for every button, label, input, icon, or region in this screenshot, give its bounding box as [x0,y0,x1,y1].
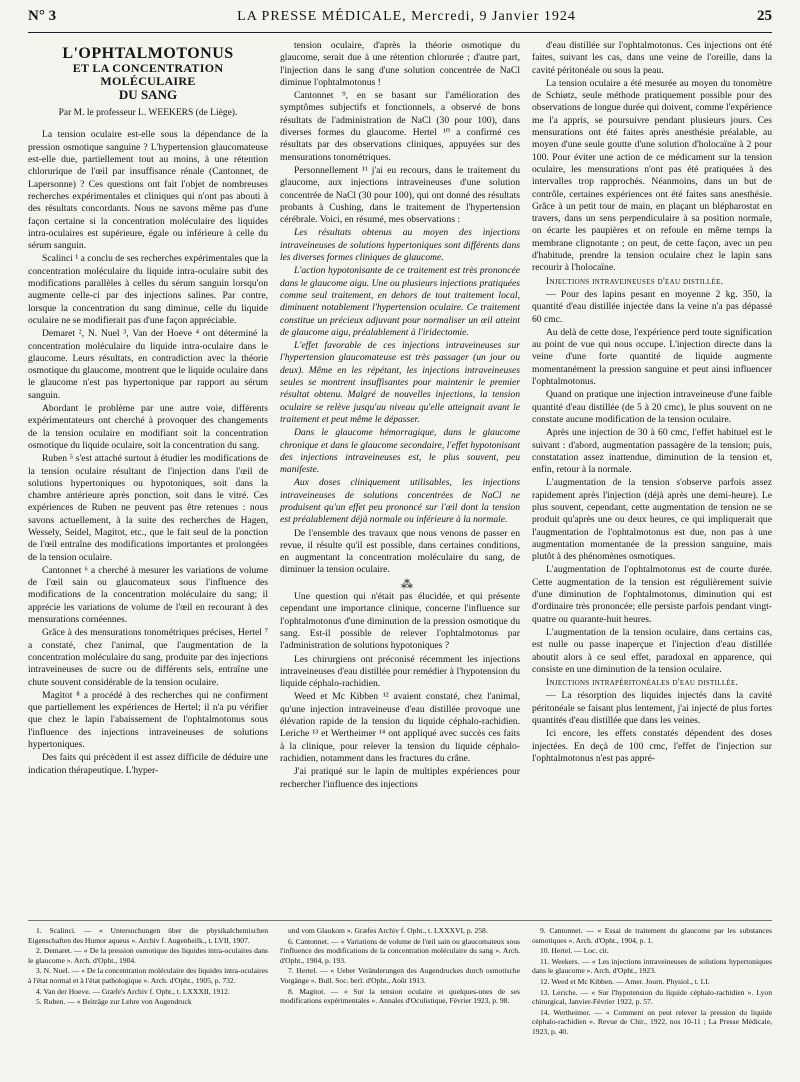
paragraph: Ici encore, les effets constatés dépendent des doses injectées. En deçà de 100 cmc, l'effet de l'injection sur l'ophtalmotonus n'est pas appré- [532,728,772,764]
italic-paragraph: L'action hypotonisante de ce traitement est très prononcée dans le glaucome aigu. Une ou plusieurs injections pratiquées comme seul traitement, en dehors de tout traitement local, diminuent notablement l'hypertension oculaire. Ce traitement constitue un précieux adjuvant pour normaliser un œil atteint de glaucome aigu, préalablement à l'iridectomie. [280,265,520,338]
footnote: 7. Hertel. — « Ueber Veränderungen des Augendruckes durch osmotische Vorgänge ». Bull. Soc. berl. d'Opht., Août 1913. [280,966,520,985]
footnote: 1. Scalinci. — « Untersuchungen über die physikalchemischen Eigenschaften des Humor aqueus ». Archiv f. Augenheilk., t. LVII, 1907. [28,926,268,945]
paragraph: — Pour des lapins pesant en moyenne 2 kg. 350, la quantité d'eau distillée injectée dans la veine n'a pas dépassé 60 cmc. [532,288,772,325]
article-columns [28,40,772,910]
subheading-intraperitoneal: Injections intrapéritonéales d'eau distillée. [546,678,739,689]
footnotes-rule [28,920,772,921]
column-1 [28,40,268,910]
paragraph: Weed et Mc Kibben ¹² avaient constaté, chez l'animal, qu'une injection intraveineuse d'eau distillée provoque une élévation rapide de la tension du liquide céphalo-rachidien. Leriche ¹³ et Wertheimer ¹⁴ ont appliqué avec succès ces faits à la clinique, pour relever la tension du liquide céphalo-rachidien, notamment dans les fractures du crâne. [280,691,520,764]
paragraph: Au delà de cette dose, l'expérience perd toute signification au point de vue qui nous occupe. L'injection directe dans la veine d'une forte quantité de liquide augmente momentanément la pression sanguine et peut ainsi influencer l'ophtalmotonus. [532,326,772,388]
paragraph: L'augmentation de l'ophtalmotonus est de courte durée. Cette augmentation de la tension est régulièrement suivie d'une diminution de l'ophtalmotonus, diminution qui est d'ordinaire très prononcée; elle persiste parfois pendant vingt-quatre ou quarante-huit heures. [532,564,772,625]
journal-title: LA PRESSE MÉDICALE, Mercredi, 9 Janvier 1924 [237,9,576,24]
paragraph: La tension oculaire est-elle sous la dépendance de la pression osmotique sanguine ? L'hypertension glaucomateuse est-elle due, partiellement tout au moins, à une rétention chlorurique de l'œil par insuffisance rénale (Cantonnet, de Lapersonne) ? Ces questions ont fait l'objet de nombreuses recherches expérimentales et cliniques qui n'ont pas abouti à des résultats concordants. Nous ne savons même pas d'une façon certaine si la concentration moléculaire des liquides intra-oculaires est supérieure, égale ou inférieure à celle du sérum sanguin. [28,129,268,252]
paragraph: Personnellement ¹¹ j'ai eu recours, dans le traitement du glaucome, aux injections intraveineuses d'une solution concentrée de NaCl (30 pour 100), qui ont donné des résultats probants à Cushing, dans le traitement de l'hypertension cérébrale. Voici, en résumé, mes observations : [280,164,520,226]
paragraph: L'augmentation de la tension s'observe parfois assez rapidement après l'injection (déjà après une demi-heure). Le plus souvent, cependant, cette augmentation de tension ne se produit qu'après une ou deux heures, ce qui impliquerait que l'augmentation de l'ophtalmotonus est due, non pas à une augmentation momentanée de la pression sanguine, mais plutôt à des phénomènes osmotiques. [532,477,772,563]
paragraph: Cantonnet ⁶ a cherché à mesurer les variations de volume de l'œil sain ou glaucomateux sous l'influence des modifications de la concentration moléculaire du sang; il apprécie les variations de volume de l'œil en recourant à des mensurations cornéennes. [28,564,268,626]
footnotes-column-1 [28,926,268,1076]
footnote: 4. Van der Hoeve. — Græfe's Archiv f. Opht., t. LXXXII, 1912. [36,986,230,996]
paragraph: Grâce à des mensurations tonométriques précises, Hertel ⁷ a constaté, chez l'animal, que l'augmentation de la concentration moléculaire du sang, produite par des injections intraveineuses de sucre ou de différents sels, entraîne une chute souvent considérable de la tension oculaire. [28,627,268,688]
italic-paragraph: Les résultats obtenus au moyen des injections intraveineuses de solutions hypertoniques sont différents dans les diverses formes cliniques de glaucome. [280,227,520,264]
paragraph: Abordant le problème par une autre voie, différents expérimentateurs ont cherché à provoquer des changements de la tension oculaire en modifiant soit la concentration osmotique du liquide oculaire, soit la concentration du sang. [28,403,268,451]
paragraph: J'ai pratiqué sur le lapin de multiples expériences pour rechercher l'influence des injections [280,766,520,790]
issue-number: N° 3 [28,8,57,24]
paragraph: Magitot ⁸ a procédé à des recherches qui ne confirment que partiellement les expériences de Hertel; il n'a pu vérifier que chez le lapin l'abaissement de l'ophtalmotonus sous l'influence des injections intraveineuses de solutions hypertoniques. [28,689,268,751]
footnote: und vom Glaukom ». Græfes Archiv f. Opht., t. LXXXVI, p. 258. [288,926,488,935]
paragraph: Une question qui n'était pas élucidée, et qui présente cependant une importance clinique, concerne l'influence sur l'ophtalmotonus d'une diminution de la pression osmotique du sang. Est-il possible de relever l'ophtalmotonus par l'administration de solutions hypotoniques ? [280,591,520,652]
footnotes [28,926,772,1076]
footnote: 14. Wertheimer. — « Comment on peut relever la pression du liquide céphalo-rachidien ». Revue de Chir., 1922, nos 10-11 ; La Presse Médicale, 1923, p. 40. [532,1007,772,1036]
section-separator: ⁂ [401,576,413,591]
paragraph: Les chirurgiens ont préconisé récemment les injections intraveineuses d'eau distillée pour remédier à l'hypotension du liquide céphalo-rachidien. [280,653,520,690]
paragraph: La tension oculaire a été mesurée au moyen du tonomètre de Schiøtz, seule méthode pratiquement possible pour des observations de longue durée qui doivent, comme l'expérience me l'a appris, se poursuivre pendant plusieurs jours. Ces mensurations ont été faites après anesthésie préalable, au moyen d'une seule goutte d'une solution d'holocaïne à 2 pour 100. Pour éviter une action de ce médicament sur la tension oculaire, les mensurations n'ont pas été pratiquées à des intervalles trop rapprochés. Néanmoins, dans un but de contrôle, certaines expériences ont été faites sans anesthésie. Grâce à un petit tour de main, en plaçant un blépharostat en travers, dans un sens perpendiculaire à sa position normale, on écarte les paupières et on refoule en même temps la membrane clignotante ; on peut, de cette façon, avec un peu d'habitude, prendre la tension oculaire chez le lapin sans recourir à l'holocaïne. [532,77,772,274]
column-2 [280,40,520,910]
footnote: 13. Leriche. — « Sur l'hypotension du liquide céphalo-rachidien ». Lyon chirurgical, Janvier-Février 1922, p. 57. [532,987,772,1007]
column-3 [532,40,772,910]
paragraph: d'eau distillée sur l'ophtalmotonus. Ces injections ont été faites, suivant les cas, dans une veine de l'oreille, dans la cavité péritonéale ou sous la peau. [532,40,772,76]
footnotes-column-3 [532,926,772,1076]
paragraph: tension oculaire, d'après la théorie osmotique du glaucome, serait due à une rétention chlorurée ; d'autre part, l'injection dans le sang d'une solution concentrée de NaCl diminue l'ophtalmotonus ! [280,40,520,88]
article-subtitle-2: DU SANG [118,86,178,102]
footnote: 10. Hertel. — Loc. cit. [540,946,609,956]
page-header [28,8,772,28]
footnotes-column-2 [280,926,520,1076]
italic-paragraph: Dans le glaucome hémorragique, dans le glaucome chronique et dans le glaucome secondaire, l'effet hypotonisant des injections intraveineuses est, le plus souvent, peu manifeste. [280,427,520,476]
paragraph: Demaret ², N. Nuel ³, Van der Hoeve ⁴ ont déterminé la concentration moléculaire du liquide intra-oculaire dans le glaucome. Leurs résultats, en contradiction avec la théorie osmotique du glaucome, montrent que le liquide oculaire dans le glaucome n'est pas hypertonique par rapport au sérum sanguin. [28,328,268,401]
article-subtitle: ET LA CONCENTRATION MOLÉCULAIRE [72,61,224,88]
paragraph: Scalinci ¹ a conclu de ses recherches expérimentales que la concentration moléculaire du liquide intra-oculaire subit des modifications parallèles à celles du sérum sanguin lorsqu'on augmente celle-ci par des injections salines. Par contre, lorsque la concentration du sang diminue, celle du liquide oculaire ne se modifierait pas d'une façon appréciable. [28,253,268,326]
subheading-intravenous: Injections intraveineuses d'eau distillée. [546,276,724,287]
article-title: L'OPHTALMOTONUS [62,45,234,62]
italic-paragraph: Aux doses cliniquement utilisables, les injections intraveineuses de solutions concentrées de NaCl ne produisent qu'un effet peu prononcé sur l'œil dont la tension est préalablement déjà normale ou inférieure à la normale. [280,477,520,526]
paragraph: Des faits qui précèdent il est assez difficile de déduire une indication thérapeutique. L'hyper- [28,752,268,776]
footnote: 11. Weekers. — « Les injections intraveineuses de solutions hypertoniques dans le glaucome ». Arch. d'Opht., 1923. [532,956,772,976]
paragraph: Quand on pratique une injection intraveineuse d'une faible quantité d'eau distillée (de 5 à 20 cmc), le plus souvent on ne constate aucune modification de la tension oculaire. [532,389,772,425]
header-rule [28,32,772,33]
footnote: 8. Magitot. — « Sur la tension oculaire et quelques-unes de ses modifications expérimentales ». Annales d'Oculistique, Février 1923, p. 98. [280,986,520,1006]
footnote: 2. Demaret. — « De la pression osmotique des liquides intra-oculaires dans le glaucome ». Arch. d'Opht., 1904. [28,946,268,965]
footnote: 12. Weed et Mc Kibben. — Amer. Journ. Physiol., t. LI. [540,976,710,986]
paragraph: Cantonnet ⁹, en se basant sur l'amélioration des symptômes subjectifs et fonctionnels, a observé de bons résultats de l'administration de NaCl (30 pour 100), dans diverses formes du glaucome. Hertel ¹⁰ a confirmé ces résultats par des observations cliniques, appuyées sur des mensurations tonométriques. [280,90,520,163]
paragraph: — La résorption des liquides injectés dans la cavité péritonéale se faisant plus lentement, j'ai injecté de plus fortes quantités d'eau distillée que dans les veines. [532,690,772,727]
footnote: 5. Ruben. — « Beiträge zur Lehre von Augendruck [36,997,192,1007]
paragraph: Ruben ⁵ s'est attaché surtout à étudier les modifications de la tension oculaire résultant de l'injection dans l'œil de solutions hypertoniques ou hypotoniques, soit dans la chambre antérieure après ponction, soit dans le vitré. Ces expériences de Ruben ne peuvent pas être retenues : nous savons actuellement, à la suite des recherches de Hagen, Wessely, Seidel, Magitot, etc., que le fait seul de la ponction de l'œil entraîne des modifications importantes et prolongées de la tension oculaire. [28,453,268,563]
footnote: 3. N. Nuel. — « De la concentration moléculaire des liquides intra-oculaires à l'état normal et à l'état pathologique ». Arch. d'Opht., 1905, p. 732. [28,966,268,985]
footnote: 9. Cantonnet. — « Essai de traitement du glaucome par les substances osmotiques ». Arch. d'Opht., 1904, p. 1. [532,926,772,945]
italic-paragraph: L'effet favorable de ces injections intraveineuses sur l'hypertension glaucomateuse est très passager (un jour ou deux). Même en les répétant, les injections intraveineuses seules se montrent insuffisantes pour maintenir le premier résultat obtenu. Malgré de nouvelles injections, la tension oculaire se relève jusqu'au niveau qu'elle atteignait avant le traitement et peut même le dépasser. [280,340,520,425]
paragraph: Après une injection de 30 à 60 cmc, l'effet habituel est le suivant : d'abord, augmentation passagère de la tension; puis, constatation assez inattendue, diminution de la tension et, enfin, retour à la normale. [532,427,772,476]
page-number: 25 [757,8,772,24]
article-author: Par M. le professeur L. WEEKERS (de Liège). [58,108,238,119]
paragraph: De l'ensemble des travaux que nous venons de passer en revue, il résulte qu'il est possible, dans certaines conditions, en augmentant la concentration moléculaire du sang, de diminuer la tension oculaire. [280,527,520,576]
paragraph: L'augmentation de la tension oculaire, dans certains cas, est nulle ou passe inaperçue et l'injection d'eau distillée aboutit alors à ce seul effet, paradoxal en apparence, qui consiste en une diminution de la tension oculaire. [532,626,772,675]
footnote: 6. Cantonnet. — « Variations de volume de l'œil sain ou glaucomateux sous l'influence des modifications de la concentration moléculaire du sang ». Arch. d'Opht., 1904, p. 193. [280,936,520,965]
